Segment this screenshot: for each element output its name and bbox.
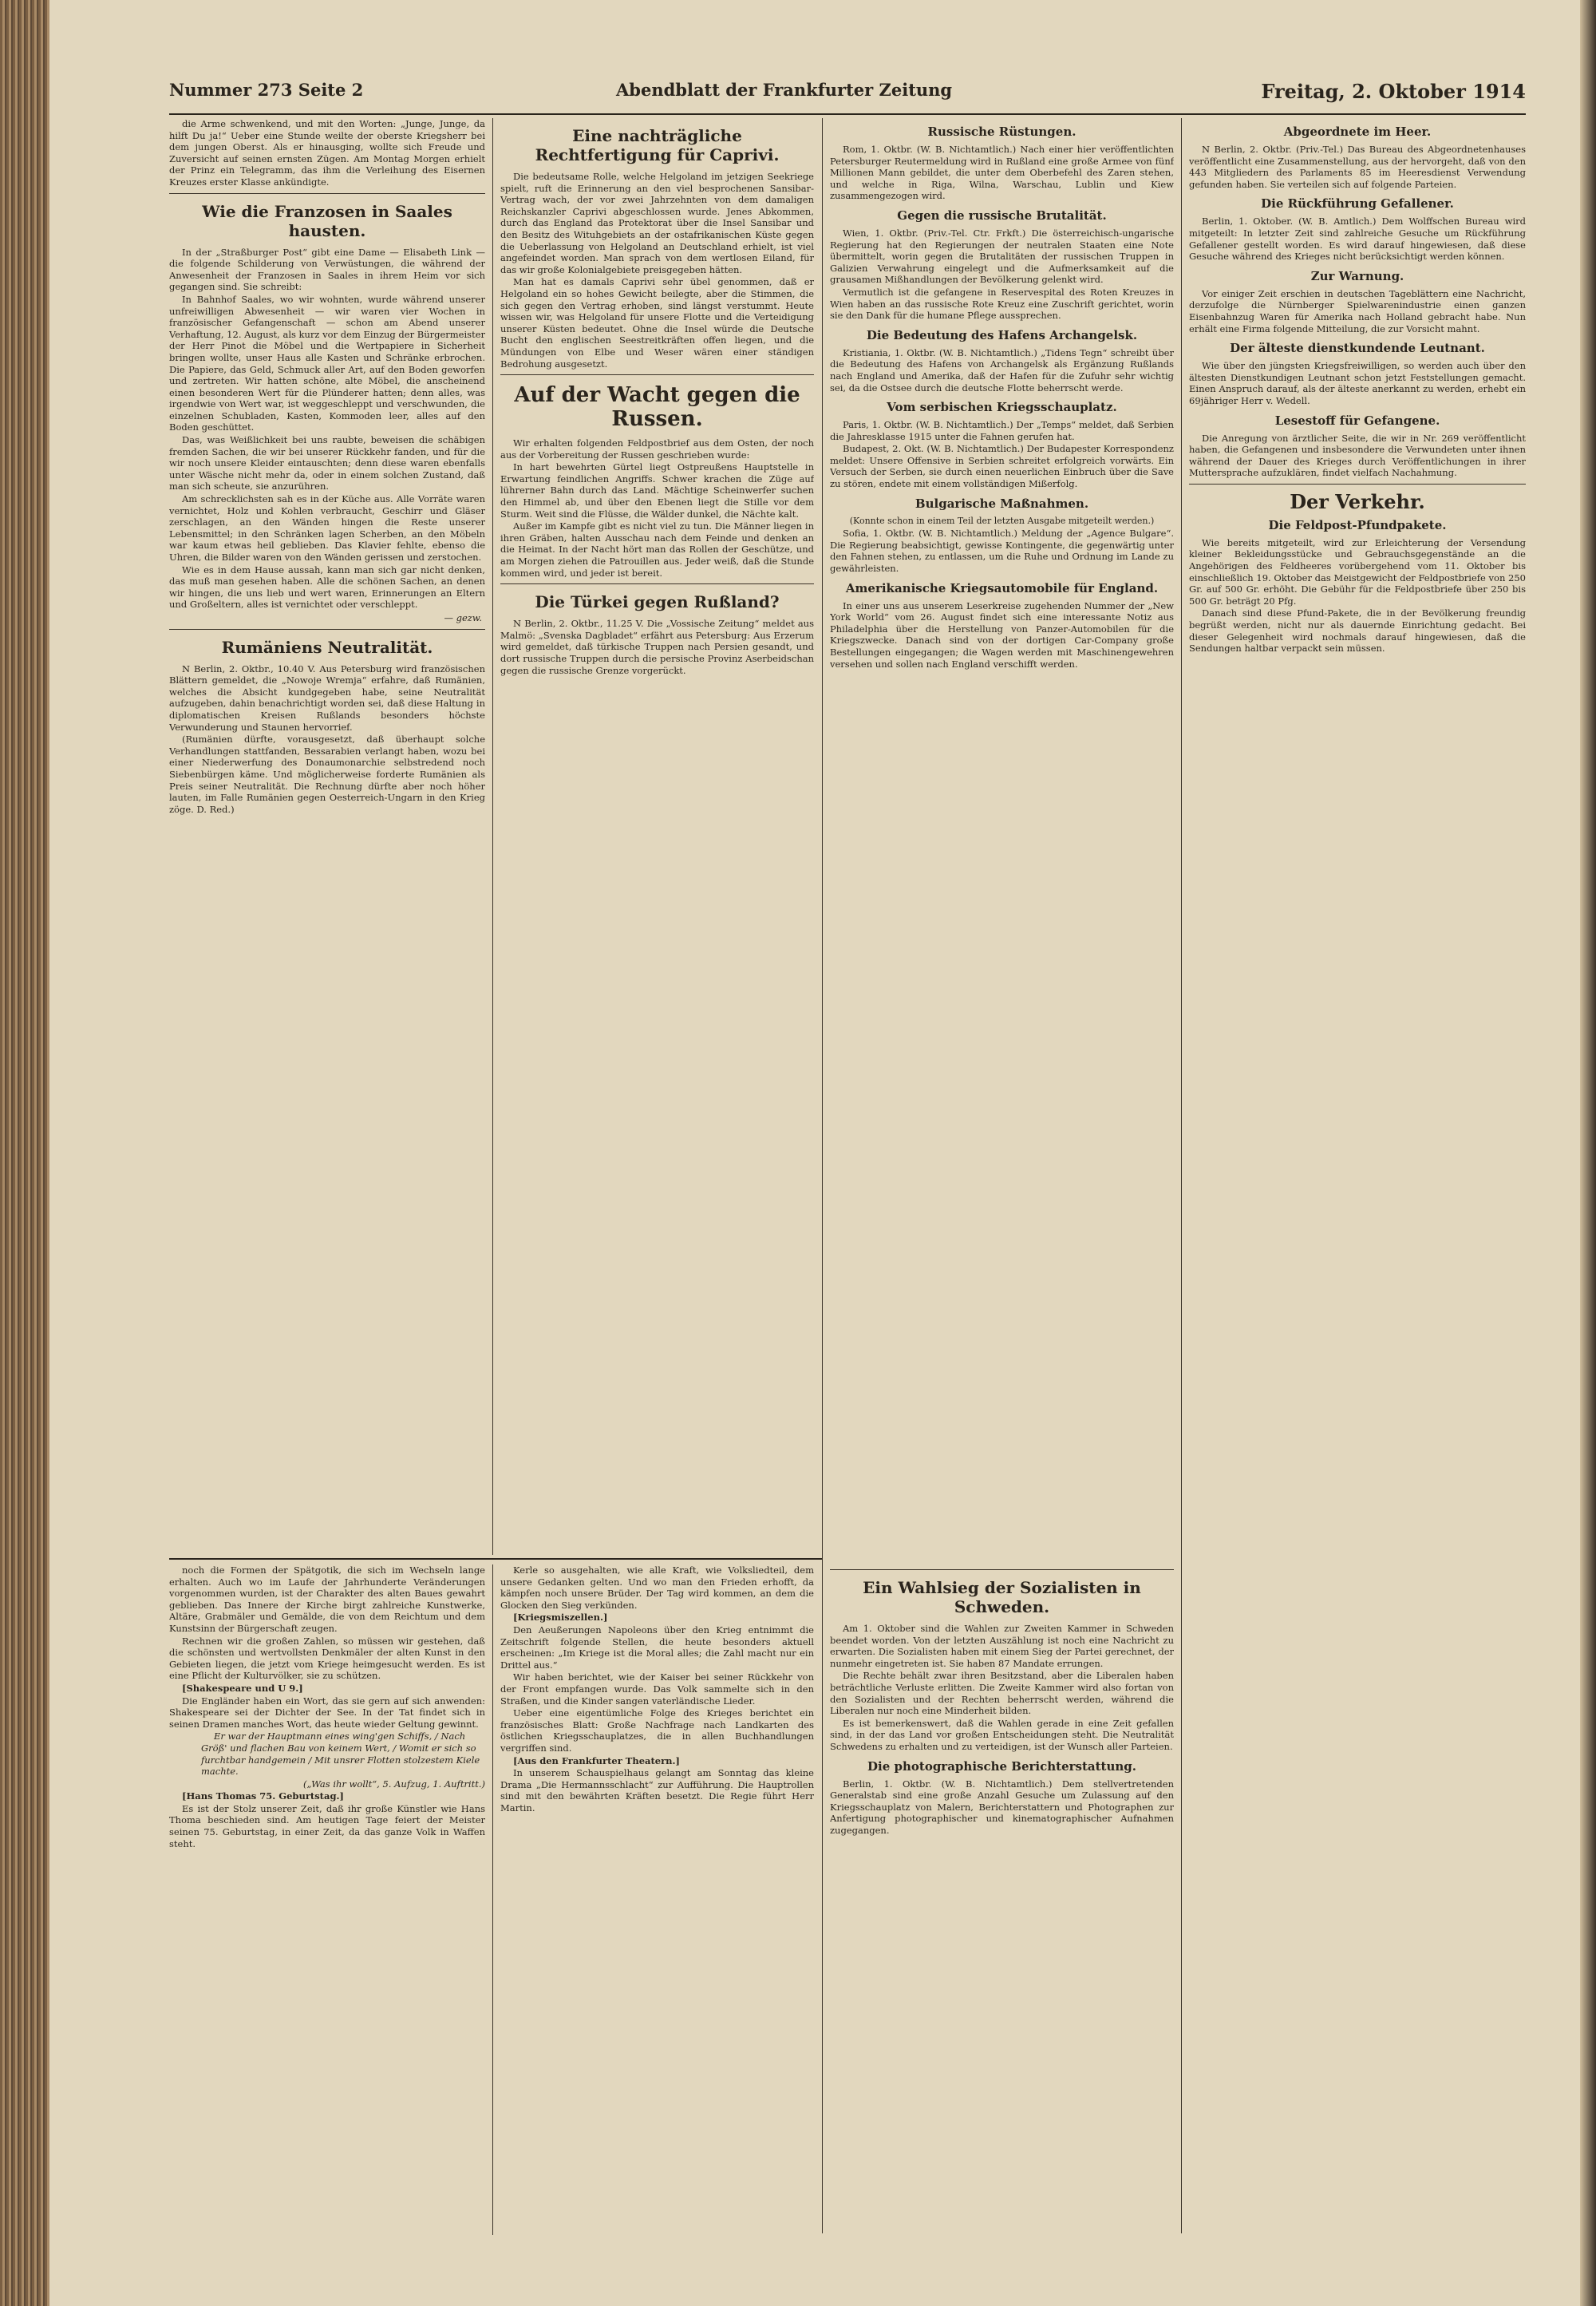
article-text: (Rumänien dürfte, vorausgesetzt, daß überhaupt solche Verhandlungen stattfanden, Bessarabien verlangt haben, wozu bei einer Niederwerfung des Donaumonarchie selbstredend noch Siebenbürgen käme. Und möglicherweise forderte Rumänien als Preis seiner Neutralität. Die Rechnung dürfte aber noch höher lauten, im Falle Rumänien gegen Oesterreich-Ungarn in den Krieg zöge. D. Red.) — [169, 734, 485, 815]
article-text: Das, was Weißlichkeit bei uns raubte, beweisen die schäbigen fremden Sachen, die wir bei unserer Rückkehr fanden, und für die wir noch unsere Kleider eintauschten; denn diese waren ebenfalls unter Wäsche nicht mehr da, oder in einem solchen Zustand, daß man sich scheute, sie anzurühren. — [169, 434, 485, 492]
column-rule — [822, 118, 823, 2233]
editorial-note: (Konnte schon in einem Teil der letzten Ausgabe mitgeteilt werden.) — [849, 515, 1155, 526]
article-text: Wie bereits mitgeteilt, wird zur Erleichterung der Versendung kleiner Bekleidungsstücke und Gebrauchsgegenstände an die Angehörigen des Feldheeres vorübergehend vom 11. Oktober bis einschließlich 19. Oktober das Meistgewicht der Feldpostbriefe von 250 Gr. auf 500 Gr. erhöht. Die Gebühr für die Feldpostbriefe über 250 bis 500 Gr. beträgt 20 Pfg. — [1189, 536, 1526, 607]
article-text: In einer uns aus unserem Leserkreise zugehenden Nummer der „New York World“ vom 26. August findet sich eine interessante Notiz aus Philadelphia über die Herstellung von Panzer-Automobilen für die Kriegszwecke. Danach sind von der dortigen Car-Company große Bestellungen eingegangen; die Wagen werden mit Maschinengewehren versehen und sollen nach England verschifft werden. — [830, 599, 1174, 670]
feuilleton-text: Es ist der Stolz unserer Zeit, daß ihr große Künstler wie Hans Thoma beschieden sind. Am heutigen Tage feiert der Meister seinen 75. Geburtstag, in einer Zeit, da das ganze Volk in Waffen steht. — [169, 1802, 485, 1849]
article-text: Die Anregung von ärztlicher Seite, die wir in Nr. 269 veröffentlicht haben, die Gefangenen und insbesondere die Verwundeten unter ihnen während der Dauer des Krieges durch Veröffentlichungen in ihrer Muttersprache aufzuklären, findet vielfach Nachahmung. — [1189, 432, 1526, 479]
issue-date: Freitag, 2. Oktober 1914 — [1261, 80, 1526, 103]
article-text: Am 1. Oktober sind die Wahlen zur Zweiten Kammer in Schweden beendet worden. Von der letzten Auszählung ist noch eine Nachricht zu erwarten. Die Sozialisten haben mit einem Sieg der Partei gerechnet, der nunmehr eingetreten ist. Sie haben 87 Mandate errungen. — [830, 1623, 1174, 1669]
signature: — gezw. — [444, 611, 482, 623]
article-text: Berlin, 1. Oktbr. (W. B. Nichtamtlich.) Dem stellvertretenden Generalstab sind eine große Anzahl Gesuche um Zulassung auf den Kriegsschauplatz von Malern, Berichterstattern und Photographen zur Anfertigung photographischer und kinematographischer Aufnahmen zugegangen. — [830, 1778, 1174, 1836]
article-text: Wie es in dem Hause aussah, kann man sich gar nicht denken, das muß man gesehen haben. Alle die schönen Sachen, an denen wir hingen, die uns lieb und wert waren, Erinnerungen an Eltern und Großeltern, alles ist vernichtet oder verschleppt. — [169, 564, 485, 611]
divider — [169, 193, 485, 194]
article-text: N Berlin, 2. Oktbr., 11.25 V. Die „Vossische Zeitung“ meldet aus Malmö: „Svenska Dagbladet“ erfährt aus Petersburg: Aus Erzerum wird gemeldet, daß türkische Truppen nach Persien gesandt, und dort russische Truppen durch die persische Provinz Aserbeidschan gegen die russische Grenze vorgerückt. — [500, 618, 814, 676]
headline-automobile: Amerikanische Kriegsautomobile für England. — [845, 580, 1159, 595]
article-text: Wie über den jüngsten Kriegsfreiwilligen, so werden auch über den ältesten Dienstkundigen Leutnant schon jetzt Feststellungen gemacht. Einen Anspruch darauf, als der älteste anerkannt zu werden, erhebt ein 69jähriger Herr v. Wedell. — [1189, 360, 1526, 406]
headline-warnung: Zur Warnung. — [1310, 268, 1404, 283]
headline-rueckfuehrung: Die Rückführung Gefallener. — [1261, 196, 1454, 212]
feuilleton-text: Den Aeußerungen Napoleons über den Krieg entnimmt die Zeitschrift folgende Stellen, die heute besonders aktuell erscheinen: „Im Kriege ist die Moral alles; die Zahl macht nur ein Drittel aus.“ — [500, 1624, 814, 1671]
headline-bulgarien: Bulgarische Maßnahmen. — [915, 496, 1089, 511]
feuilleton-rule — [169, 1558, 822, 1560]
article-text: N Berlin, 2. Oktbr. (Priv.-Tel.) Das Bureau des Abgeordnetenhauses veröffentlicht eine Zusammenstellung, aus der hervorgeht, daß von den 443 Mitgliedern des Parlaments 85 im Heeresdienst Verwendung gefunden haben. Sie verteilen sich auf folgende Parteien. — [1189, 144, 1526, 190]
header-rule — [169, 113, 1526, 115]
issue-number: Nummer 273 Seite 2 — [169, 80, 364, 100]
poem-source: („Was ihr wollt“, 5. Aufzug, 1. Auftritt.) — [303, 1778, 485, 1790]
article-text: Es ist bemerkenswert, daß die Wahlen gerade in eine Zeit gefallen sind, in der das Land vor großen Entscheidungen steht. Die Neutralität Schwedens zu erhalten und zu verteidigen, ist der Wunsch aller Parteien. — [830, 1717, 1174, 1752]
divider — [500, 374, 814, 375]
headline-photographie: Die photographische Berichterstattung. — [867, 1758, 1136, 1774]
feuilleton-text: Wir haben berichtet, wie der Kaiser bei seiner Rückkehr von der Front empfangen wurde. Das Volk sammelte sich in den Straßen, und die Kinder sangen vaterländische Lieder. — [500, 1671, 814, 1707]
article-text: Sofia, 1. Oktbr. (W. B. Nichtamtlich.) Meldung der „Agence Bulgare“. Die Regierung beabsichtigt, gewisse Kontingente, die gegenwärtig unter den Fahnen stehen, zu entlassen, um die Ruhe und Ordnung im Lande zu gewährleisten. — [830, 528, 1174, 575]
article-text: In hart bewehrten Gürtel liegt Ostpreußens Hauptstelle in Erwartung feindlichen Angriffs. Schwer krachen die Züge auf lührerner Bahn durch das Land. Mächtige Scheinwerfer suchen den Himmel ab, und über den Ebenen liegt die Stille vor dem Sturm. Weit sind die Flüsse, die Wälder dunkel, die Nächte kalt. — [500, 461, 814, 520]
article-text: Budapest, 2. Okt. (W. B. Nichtamtlich.) Der Budapester Korrespondenz meldet: Unsere Offensive in Serbien schreitet erfolgreich vorwärts. Ein Versuch der Serben, sie durch einen neuerlichen Einbruch über die Save zu stören, endete mit einem vollständigen Mißerfolg. — [830, 443, 1174, 490]
feuilleton-text: In unserem Schauspielhaus gelangt am Sonntag das kleine Drama „Die Hermannsschlacht“ zur Aufführung. Die Hauptrollen sind mit den bewährten Kräften besetzt. Die Regie führt Herr Martin. — [500, 1767, 814, 1814]
column-rule — [1181, 118, 1182, 2233]
column-2 — [500, 118, 814, 1555]
divider — [830, 1569, 1174, 1570]
article-text: die Arme schwenkend, und mit den Worten: „Junge, Junge, da hilft Du ja!“ Ueber eine Stunde weilte der oberste Kriegsherr bei dem jungen Oberst. Als er hinausging, wollte sich Freude und Zuversicht auf seinen ernsten Zügen. Am Montag Morgen erhielt der Prinz ein Telegramm, das ihm die Verleihung des Eisernen Kreuzes erster Klasse ankündigte. — [169, 118, 485, 188]
feuilleton-text: Kerle so ausgehalten, wie alle Kraft, wie Volksliedteil, dem unsere Gedanken gelten. Und wo man den Frieden erhofft, da kämpfen noch unsere Brüder. Der Tag wird kommen, an dem die Glocken den Sieg verkünden. — [500, 1564, 814, 1611]
poem-lines: Er war der Hauptmann eines wing'gen Schiffs, / Nach Größ' und flachen Bau von keinem Wert, / Womit er sich so furchtbar handgemein / Mit unsrer Flotten stolzestem Kiele machte. — [201, 1730, 480, 1778]
headline-lesestoff: Lesestoff für Gefangene. — [1274, 413, 1440, 428]
headline-serbien: Vom serbischen Kriegsschauplatz. — [887, 400, 1117, 415]
article-text: Vermutlich ist die gefangene in Reservespital des Roten Kreuzes in Wien haben an das russische Rote Kreuz eine Zuschrift gerichtet, worin sie den Dank für die humane Pflege aussprechen. — [830, 286, 1174, 322]
feuilleton-heading: [Kriegsmiszellen.] — [513, 1612, 608, 1624]
column-rule — [492, 1564, 493, 2235]
feuilleton-heading: [Shakespeare und U 9.] — [182, 1682, 303, 1694]
feuilleton-heading: [Hans Thomas 75. Geburtstag.] — [182, 1790, 344, 1802]
masthead: Abendblatt der Frankfurter Zeitung — [616, 80, 953, 100]
divider — [169, 629, 485, 630]
feuilleton-column-2 — [500, 1564, 814, 2235]
feuilleton-text: Die Engländer haben ein Wort, das sie gern auf sich anwenden: Shakespeare sei der Dichter der See. In der Tat findet sich in seinen Dramen manches Wort, das heute wieder Geltung gewinnt. — [169, 1695, 485, 1730]
article-text: Wien, 1. Oktbr. (Priv.-Tel. Ctr. Frkft.) Die österreichisch-ungarische Regierung hat den Regierungen der neutralen Staaten eine Note übermittelt, worin gegen die Brutalitäten der russischen Truppen in Galizien Verwahrung eingelegt und die Aufmerksamkeit auf die grausamen Mißhandlungen der Bevölkerung gelenkt wird. — [830, 227, 1174, 286]
headline-archangelsk: Die Bedeutung des Hafens Archangelsk. — [866, 327, 1138, 342]
book-spine — [0, 0, 49, 2306]
headline-tuerkei: Die Türkei gegen Rußland? — [535, 592, 780, 612]
headline-pfundpakete: Die Feldpost-Pfundpakete. — [1268, 517, 1447, 532]
column-3-lower — [830, 1564, 1174, 2235]
feuilleton-text: Rechnen wir die großen Zahlen, so müssen wir gestehen, daß die schönsten und wertvollsten Denkmäler der alten Kunst in den Gebieten liegen, die jetzt vom Kriege heimgesucht werden. Es ist eine Pflicht der Kulturvölker, sie zu schützen. — [169, 1635, 485, 1682]
column-rule — [492, 118, 493, 1555]
article-text: Kristiania, 1. Oktbr. (W. B. Nichtamtlich.) „Tidens Tegn“ schreibt über die Bedeutung des Hafens von Archangelsk als Ergänzung Rußlands nach England und Amerika, daß der Hafen für die Zufuhr sehr wichtig sei, da die Ostsee durch die deutsche Flotte beherrscht werde. — [830, 346, 1174, 394]
article-text: In der „Straßburger Post“ gibt eine Dame — Elisabeth Link — die folgende Schilderung von Verwüstungen, die während der Anwesenheit der Franzosen in Saales in ihrem Heim vor sich gegangen sind. Sie schreibt: — [169, 246, 485, 293]
headline-schweden: Ein Wahlsieg der Sozialisten in Schweden. — [863, 1578, 1141, 1616]
article-text: Die bedeutsame Rolle, welche Helgoland im jetzigen Seekriege spielt, ruft die Erinnerung an den viel besprochenen Sansibar-Vertrag wach, der vor zwei Jahrzehnten von dem damaligen Reichskanzler Caprivi abgeschlossen wurde. Jenes Abkommen, durch das England das Protektorat über die Insel Sansibar und den Besitz des Wituhgebiets an der ostafrikanischen Küste gegen die Ueberlassung von Helgoland an Deutschland erhielt, ist viel angefeindet worden. Man sprach von dem wertlosen Eiland, für das wir große Kolonialgebiete preisgegeben hätten. — [500, 171, 814, 275]
feuilleton-column-1 — [169, 1564, 485, 2235]
divider — [500, 583, 814, 584]
newspaper-page — [49, 0, 1580, 2306]
headline-wacht: Auf der Wacht gegen die Russen. — [514, 383, 800, 432]
headline-rumaenien: Rumäniens Neutralität. — [221, 637, 433, 657]
feuilleton-text: noch die Formen der Spätgotik, die sich im Wechseln lange erhalten. Auch wo im Laufe der Jahrhunderte Veränderungen vorgenommen wurden, ist der Charakter des alten Baues gewahrt geblieben. Das Innere der Kirche birgt zahlreiche Kunstwerke, Altäre, Grabmäler und Gemälde, die von dem Reichtum und dem Kunstsinn der Bürgerschaft zeugen. — [169, 1564, 485, 1634]
article-text: Berlin, 1. Oktober. (W. B. Amtlich.) Dem Wolffschen Bureau wird mitgeteilt: In letzter Zeit sind zahlreiche Gesuche um Rückführung Gefallener gestellt worden. Es wird darauf hingewiesen, daß diese Gesuche während des Krieges nicht berücksichtigt werden können. — [1189, 216, 1526, 263]
headline-abgeordnete: Abgeordnete im Heer. — [1283, 125, 1432, 139]
article-text: In Bahnhof Saales, wo wir wohnten, wurde während unserer unfreiwilligen Abwesenheit — wir waren vier Wochen in französischer Gefangenschaft — schon am Abend unserer Verhaftung, 12. August, als kurz vor dem Einzug der Bürgermeister der Herr Pinot die Möbel und die Wertpapiere in Sicherheit bringen wollte, unser Haus alle Kasten und Schränke erbrochen. Die Papiere, das Geld, Schmuck aller Art, auf den Boden geworfen und zertreten. Wir hatten schöne, alte Möbel, die anscheinend einen besonderen Wert für die Plünderer hatten; denn alles, was irgendwie von Wert war, ist weggeschleppt und verschwunden, die einzelnen Schubladen, Kasten, Kommoden leer, alles auf den Boden geschüttet. — [169, 293, 485, 433]
headline-saales: Wie die Franzosen in Saales hausten. — [202, 201, 452, 240]
article-text: Außer im Kampfe gibt es nicht viel zu tun. Die Männer liegen in ihren Gräben, halten Ausschau nach dem Feinde und denken an die Heimat. In der Nacht hört man das Rollen der Geschütze, und am Morgen ziehen die Patrouillen aus. Jeder weiß, daß die Stunde kommen wird, und jeder ist bereit. — [500, 520, 814, 579]
column-3 — [830, 118, 1174, 1555]
article-text: Danach sind diese Pfund-Pakete, die in der Bevölkerung freundig begrüßt werden, nicht nur als dauernde Einrichtung gedacht. Bei dieser Gelegenheit wird nochmals darauf hingewiesen, daß die Sendungen haltbar verpackt sein müssen. — [1189, 607, 1526, 655]
article-text: Paris, 1. Oktbr. (W. B. Nichtamtlich.) Der „Temps“ meldet, daß Serbien die Jahresklasse 1915 unter die Fahnen gerufen hat. — [830, 419, 1174, 442]
feuilleton-text: Ueber eine eigentümliche Folge des Krieges berichtet ein französisches Blatt: Große Nachfrage nach Landkarten des östlichen Kriegsschauplatzes, die in allen Buchhandlungen vergriffen sind. — [500, 1707, 814, 1754]
headline-leutnant: Der älteste dienstkundende Leutnant. — [1230, 341, 1485, 356]
headline-caprivi: Eine nachträgliche Rechtfertigung für Caprivi. — [535, 126, 780, 164]
headline-brutalitaet: Gegen die russische Brutalität. — [897, 208, 1107, 223]
article-text: Vor einiger Zeit erschien in deutschen Tageblättern eine Nachricht, derzufolge die Nürnberger Spielwarenindustrie einen ganzen Eisenbahnzug Waren für Amerika nach Holland gebracht habe. Nun erhält eine Firma folgende Mitteilung, die zur Vorsicht mahnt. — [1189, 287, 1526, 334]
headline-verkehr: Der Verkehr. — [1290, 489, 1425, 513]
page-edge — [1580, 0, 1596, 2306]
divider — [1189, 484, 1526, 485]
article-text: Man hat es damals Caprivi sehr übel genommen, daß er Helgoland ein so hohes Gewicht beilegte, aber die Stimmen, die sich gegen den Vertrag erhoben, sind längst verstummt. Heute wissen wir, was Helgoland für unsere Flotte und die Verteidigung unserer Küsten bedeutet. Ohne die Insel würde die Deutsche Bucht den englischen Seestreitkräften offen liegen, und die Mündungen von Elbe und Weser wären einer ständigen Bedrohung ausgesetzt. — [500, 276, 814, 370]
article-text: Rom, 1. Oktbr. (W. B. Nichtamtlich.) Nach einer hier veröffentlichten Petersburger Reutermeldung wird in Rußland eine große Armee von fünf Millionen Mann gebildet, die unter dem Oberbefehl des Zaren stehen, und welche in Riga, Wilna, Warschau, Lublin und Kiew zusammengezogen wird. — [830, 144, 1174, 202]
column-4 — [1189, 118, 1526, 2233]
feuilleton-heading: [Aus den Frankfurter Theatern.] — [513, 1754, 680, 1766]
article-text: N Berlin, 2. Oktbr., 10.40 V. Aus Petersburg wird französischen Blättern gemeldet, die „Nowoje Wremja“ erfahre, daß Rumänien, welches die Absicht kundgegeben habe, seine Neutralität aufzugeben, dahin benachrichtigt worden sei, daß diese Haltung in diplomatischen Kreisen Rußlands besonders höchste Verwunderung und Staunen hervorrief. — [169, 663, 485, 733]
page-header — [169, 80, 1526, 113]
article-text: Wir erhalten folgenden Feldpostbrief aus dem Osten, der noch aus der Vorbereitung der Russen geschrieben wurde: — [500, 437, 814, 461]
headline-ruestungen: Russische Rüstungen. — [927, 125, 1077, 139]
article-text: Am schrecklichsten sah es in der Küche aus. Alle Vorräte waren vernichtet, Holz und Kohlen verbraucht, Geschirr und Gläser zerschlagen, an den Wänden hingen die Reste unserer Lebensmittel; in den Schränken lagen Scherben, an den Möbeln war kaum etwas heil geblieben. Das Klavier fehlte, ebenso die Uhren, die Bilder waren von den Wänden gerissen und zerstochen. — [169, 493, 485, 563]
article-text: Die Rechte behält zwar ihren Besitzstand, aber die Liberalen haben beträchtliche Verluste erlitten. Die Zweite Kammer wird also fortan von den Sozialisten und der Rechten beherrscht werden, während die Liberalen nur noch eine Minderheit bilden. — [830, 1670, 1174, 1717]
column-1 — [169, 118, 485, 1555]
